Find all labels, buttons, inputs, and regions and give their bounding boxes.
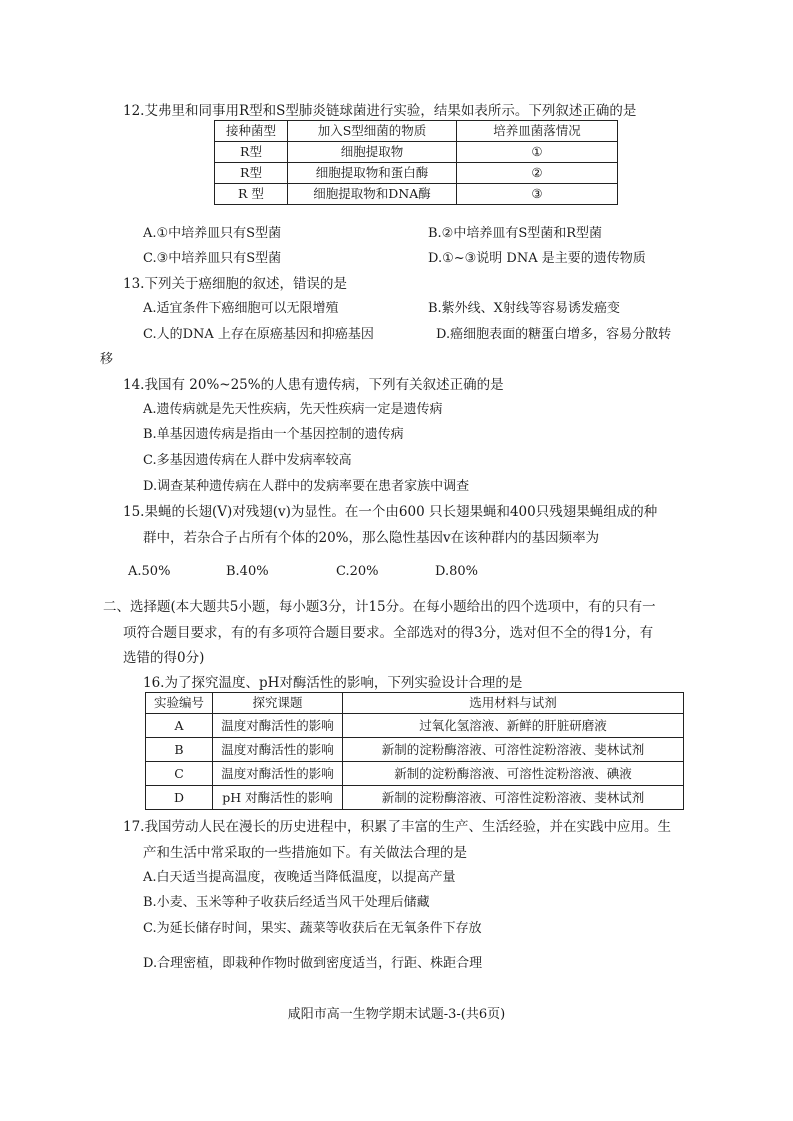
- table-cell: 新制的淀粉酶溶液、可溶性淀粉溶液、斐林试剂: [343, 738, 684, 762]
- table-row: [215, 163, 618, 184]
- table-cell: 新制的淀粉酶溶液、可溶性淀粉溶液、斐林试剂: [343, 786, 684, 810]
- table-cell: R型: [215, 163, 288, 184]
- q14-option-b: B.单基因遗传病是指由一个基因控制的遗传病: [143, 427, 404, 442]
- q13-option-c: C.人的DNA 上存在原癌基因和抑癌基因: [143, 327, 374, 342]
- q12-option-d: D.①~③说明 DNA 是主要的遗传物质: [428, 251, 646, 266]
- q17-stem-line2: 产和生活中常采取的一些措施如下。有关做法合理的是: [143, 845, 467, 861]
- table-cell: 细胞提取物和蛋白酶: [288, 163, 457, 184]
- q14-option-d: D.调查某种遗传病在人群中的发病率要在患者家族中调查: [143, 479, 470, 494]
- table-row: [215, 121, 618, 142]
- q17-option-d: D.合理密植，即栽种作物时做到密度适当，行距、株距合理: [143, 956, 483, 971]
- q17-stem-line1: 17.我国劳动人民在漫长的历史进程中，积累了丰富的生产、生活经验，并在实践中应用。生: [123, 819, 671, 835]
- q13-option-d: D.癌细胞表面的糖蛋白增多，容易分散转: [436, 327, 672, 342]
- table-cell: R 型: [215, 184, 288, 205]
- q15-option-c: C.20%: [336, 564, 379, 579]
- table-cell: D: [146, 786, 213, 810]
- q12-table: [214, 120, 618, 205]
- section2-heading-line1: 二、选择题(本大题共5小题，每小题3分，计15分。在每小题给出的四个选项中，有的只有一: [103, 599, 656, 615]
- table-row: [146, 786, 684, 810]
- q14-option-c: C.多基因遗传病在人群中发病率较高: [143, 453, 352, 468]
- table-cell: pH 对酶活性的影响: [213, 786, 343, 810]
- q16-table: [145, 692, 684, 810]
- q16-header-materials: 选用材料与试剂: [343, 693, 684, 714]
- table-cell: 温度对酶活性的影响: [213, 762, 343, 786]
- section2-heading-line3: 选错的得0分): [123, 650, 205, 666]
- q14-stem: 14.我国有 20%~25%的人患有遗传病，下列有关叙述正确的是: [123, 377, 504, 393]
- table-row: [146, 693, 684, 714]
- table-cell: R型: [215, 142, 288, 163]
- q13-option-a: A.适宜条件下癌细胞可以无限增殖: [143, 301, 339, 316]
- table-cell: 细胞提取物: [288, 142, 457, 163]
- q16-header-topic: 探究课题: [213, 693, 343, 714]
- table-row: [146, 762, 684, 786]
- q15-option-a: A.50%: [128, 564, 171, 579]
- table-cell: ②: [457, 163, 618, 184]
- table-cell: B: [146, 738, 213, 762]
- q12-option-c: C.③中培养皿只有S型菌: [143, 251, 282, 266]
- q15-option-d: D.80%: [435, 564, 478, 579]
- q15-stem-line2: 群中，若杂合子占所有个体的20%，那么隐性基因v在该种群内的基因频率为: [143, 530, 600, 546]
- q12-option-a: A.①中培养皿只有S型菌: [143, 226, 282, 241]
- table-cell: A: [146, 714, 213, 738]
- table-cell: ③: [457, 184, 618, 205]
- table-cell: 温度对酶活性的影响: [213, 714, 343, 738]
- q13-option-b: B.紫外线、X射线等容易诱发癌变: [428, 301, 620, 316]
- q12-header-strain: 接种菌型: [215, 121, 288, 142]
- table-cell: 温度对酶活性的影响: [213, 738, 343, 762]
- table-row: [146, 714, 684, 738]
- table-cell: ①: [457, 142, 618, 163]
- q13-option-d-continued: 移: [100, 352, 114, 367]
- q14-option-a: A.遗传病就是先天性疾病，先天性疾病一定是遗传病: [143, 402, 443, 417]
- table-cell: C: [146, 762, 213, 786]
- page-footer: 咸阳市高一生物学期末试题-3-(共6页): [287, 1007, 506, 1022]
- q12-option-b: B.②中培养皿有S型菌和R型菌: [428, 226, 603, 241]
- table-row: [215, 184, 618, 205]
- q15-option-b: B.40%: [226, 564, 269, 579]
- q15-stem-line1: 15.果蝇的长翅(V)对残翅(v)为显性。在一个由600 只长翅果蝇和400只残翅果蝇组成的种: [123, 504, 658, 520]
- q12-stem: 12.艾弗里和同事用R型和S型肺炎链球菌进行实验，结果如表所示。下列叙述正确的是: [123, 103, 637, 119]
- q12-header-result: 培养皿菌落情况: [457, 121, 618, 142]
- table-row: [146, 738, 684, 762]
- q13-stem: 13.下列关于癌细胞的叙述，错误的是: [123, 276, 347, 292]
- q17-option-c: C.为延长储存时间，果实、蔬菜等收获后在无氧条件下存放: [143, 921, 482, 936]
- table-cell: 新制的淀粉酶溶液、可溶性淀粉溶液、碘液: [343, 762, 684, 786]
- table-row: [215, 142, 618, 163]
- q16-stem: 16.为了探究温度、pH对酶活性的影响，下列实验设计合理的是: [143, 675, 523, 691]
- q17-option-a: A.白天适当提高温度，夜晚适当降低温度，以提高产量: [143, 870, 456, 885]
- q12-header-substance: 加入S型细菌的物质: [288, 121, 457, 142]
- table-cell: 细胞提取物和DNA酶: [288, 184, 457, 205]
- q17-option-b: B.小麦、玉米等种子收获后经适当风干处理后储藏: [143, 895, 430, 910]
- q16-header-id: 实验编号: [146, 693, 213, 714]
- section2-heading-line2: 项符合题目要求，有的有多项符合题目要求。全部选对的得3分，选对但不全的得1分，有: [123, 625, 654, 641]
- table-cell: 过氧化氢溶液、新鲜的肝脏研磨液: [343, 714, 684, 738]
